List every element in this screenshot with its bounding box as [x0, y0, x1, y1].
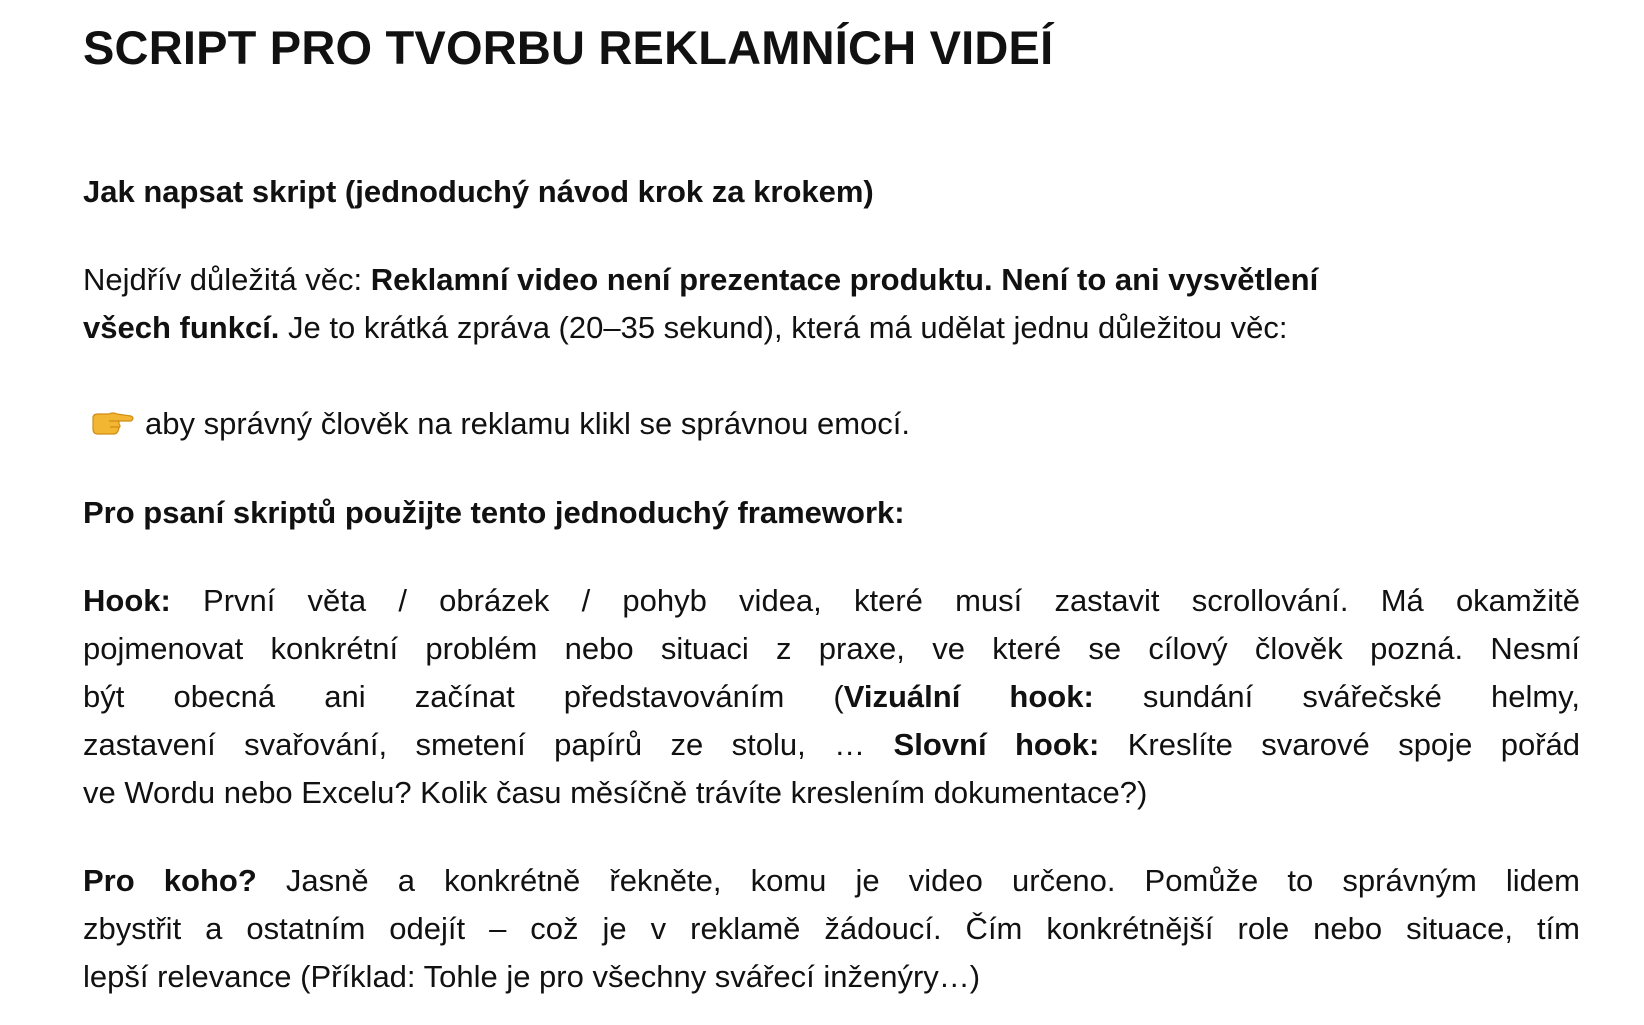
framework-heading — [83, 489, 1580, 537]
document-title: SCRIPT PRO TVORBU REKLAMNÍCH VIDEÍ — [83, 21, 1054, 74]
subheading — [83, 168, 1580, 216]
pointing-hand-icon — [89, 404, 135, 434]
text-line — [83, 905, 1580, 953]
text-line — [83, 769, 1580, 817]
text-line — [83, 673, 1580, 721]
text-line — [83, 304, 1580, 352]
framework-heading-text: Pro psaní skriptů použijte tento jednoduchý framework: — [83, 495, 905, 530]
hook-paragraph — [83, 577, 1580, 817]
pro-koho-paragraph — [83, 857, 1580, 1001]
subheading-text: Jak napsat skript (jednoduchý návod krok za krokem) — [83, 174, 874, 209]
text: lepší relevance (Příklad: Tohle je pro všechny svářecí inženýry…) — [83, 959, 981, 994]
bold-text: všech funkcí. — [83, 310, 280, 345]
pointer-text: aby správný člověk na reklamu klikl se správnou emocí. — [145, 406, 910, 441]
bold-text: Pro koho? — [83, 863, 257, 898]
text: ve Wordu nebo Excelu? Kolik času měsíčně trávíte kreslením dokumentace?) — [83, 775, 1148, 810]
text: Nejdřív důležitá věc: — [83, 262, 371, 297]
text: První věta / obrázek / pohyb videa, které musí zastavit scrollování. Má okamžitě — [170, 583, 1580, 618]
text-line — [83, 625, 1580, 673]
bold-text: Reklamní video není prezentace produktu. Není to ani vysvětlení — [370, 262, 1319, 297]
bold-text: Hook: — [83, 583, 171, 618]
text-line — [83, 256, 1580, 304]
text: sundání svářečské helmy, — [1093, 679, 1580, 714]
text: být obecná ani začínat představováním ( — [83, 679, 844, 714]
text: Kreslíte svarové spoje pořád — [1099, 727, 1580, 762]
text-line — [83, 857, 1580, 905]
text: pojmenovat konkrétní problém nebo situaci z praxe, ve které se cílový člověk pozná. Nesmí — [83, 631, 1580, 666]
text: zbystřit a ostatním odejít – což je v reklamě žádoucí. Čím konkrétnější role nebo situace, tím — [83, 911, 1580, 946]
pointer-line — [83, 400, 1580, 448]
text: zastavení svařování, smetení papírů ze stolu, … — [83, 727, 894, 762]
bold-text: Slovní hook: — [893, 727, 1100, 762]
text-line — [83, 953, 1580, 1001]
text: Jasně a konkrétně řekněte, komu je video určeno. Pomůže to správným lidem — [256, 863, 1580, 898]
text-line — [83, 577, 1580, 625]
bold-text: Vizuální hook: — [843, 679, 1094, 714]
text: Je to krátká zpráva (20–35 sekund), která má udělat jednu důležitou věc: — [279, 310, 1288, 345]
intro-paragraph — [83, 256, 1580, 352]
text-line — [83, 721, 1580, 769]
